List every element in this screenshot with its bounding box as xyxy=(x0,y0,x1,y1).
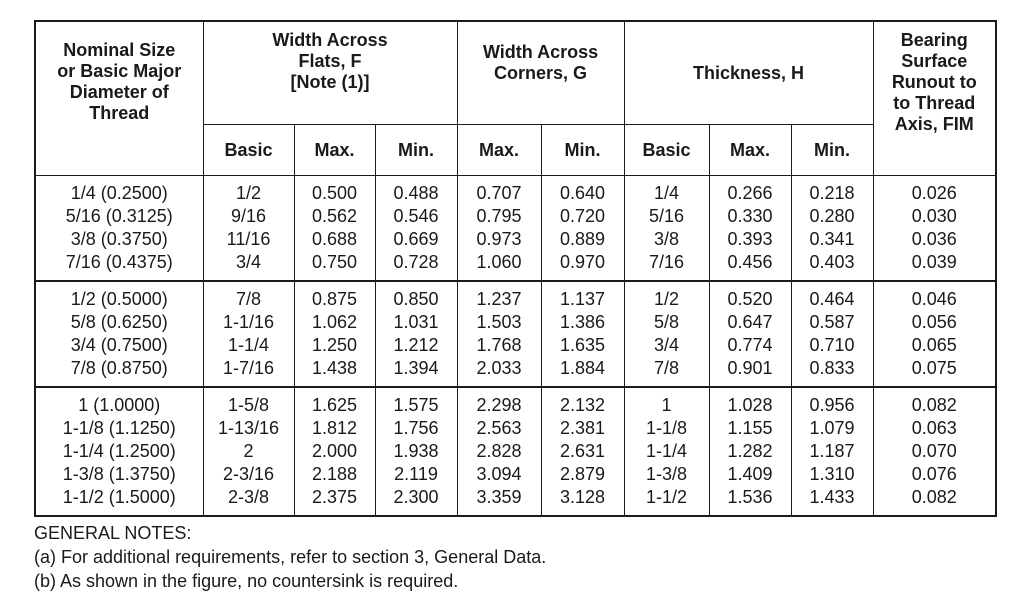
flats-max-cell: 1.438 xyxy=(294,357,375,387)
flats-min-cell: 1.031 xyxy=(375,311,457,334)
corners-min-cell: 1.635 xyxy=(541,334,624,357)
nominal-size-cell: 7/8 (0.8750) xyxy=(35,357,203,387)
thickness-max-cell: 1.155 xyxy=(709,417,791,440)
thickness-min-cell: 0.956 xyxy=(791,387,873,417)
flats-min-cell: 0.488 xyxy=(375,176,457,206)
flats-basic-cell: 1-7/16 xyxy=(203,357,294,387)
table-row xyxy=(35,334,996,357)
note-b: (b) As shown in the figure, no countersink is required. xyxy=(34,571,459,591)
nominal-size-cell: 5/8 (0.6250) xyxy=(35,311,203,334)
thickness-basic-cell: 1-1/8 xyxy=(624,417,709,440)
flats-min-header: Min. xyxy=(375,125,457,176)
nominal-size-cell: 1 (1.0000) xyxy=(35,387,203,417)
thickness-min-cell: 0.710 xyxy=(791,334,873,357)
bearing-runout-cell: 0.056 xyxy=(873,311,996,334)
flats-basic-cell: 2 xyxy=(203,440,294,463)
corners-max-cell: 1.503 xyxy=(457,311,541,334)
table-row xyxy=(35,486,996,516)
general-notes xyxy=(34,521,995,593)
nominal-size-cell: 3/4 (0.7500) xyxy=(35,334,203,357)
flats-max-header: Max. xyxy=(294,125,375,176)
corners-min-cell: 2.381 xyxy=(541,417,624,440)
corners-min-cell: 0.970 xyxy=(541,251,624,281)
bearing-runout-cell: 0.063 xyxy=(873,417,996,440)
flats-min-cell: 0.546 xyxy=(375,205,457,228)
bearing-runout-cell: 0.039 xyxy=(873,251,996,281)
table-row xyxy=(35,357,996,387)
table-header xyxy=(35,21,996,176)
thickness-basic-cell: 5/8 xyxy=(624,311,709,334)
flats-min-cell: 2.300 xyxy=(375,486,457,516)
bearing-runout-cell: 0.046 xyxy=(873,281,996,311)
corners-max-cell: 0.973 xyxy=(457,228,541,251)
table-row xyxy=(35,463,996,486)
corners-max-header: Max. xyxy=(457,125,541,176)
thickness-basic-cell: 1/4 xyxy=(624,176,709,206)
thickness-basic-header: Basic xyxy=(624,125,709,176)
thickness-max-header: Max. xyxy=(709,125,791,176)
corners-min-header: Min. xyxy=(541,125,624,176)
nominal-size-cell: 1-1/2 (1.5000) xyxy=(35,486,203,516)
bearing-runout-cell: 0.076 xyxy=(873,463,996,486)
thickness-basic-cell: 1/2 xyxy=(624,281,709,311)
flats-max-cell: 0.688 xyxy=(294,228,375,251)
flats-basic-cell: 1-13/16 xyxy=(203,417,294,440)
nominal-size-cell: 1/4 (0.2500) xyxy=(35,176,203,206)
flats-basic-cell: 1/2 xyxy=(203,176,294,206)
thickness-max-cell: 1.409 xyxy=(709,463,791,486)
thickness-min-cell: 1.433 xyxy=(791,486,873,516)
nominal-size-cell: 1/2 (0.5000) xyxy=(35,281,203,311)
corners-min-cell: 0.640 xyxy=(541,176,624,206)
flats-min-cell: 0.669 xyxy=(375,228,457,251)
corners-max-cell: 3.359 xyxy=(457,486,541,516)
flats-min-cell: 1.756 xyxy=(375,417,457,440)
table-row xyxy=(35,311,996,334)
table-row xyxy=(35,281,996,311)
flats-max-cell: 1.625 xyxy=(294,387,375,417)
thickness-basic-cell: 1-3/8 xyxy=(624,463,709,486)
corners-min-cell: 0.720 xyxy=(541,205,624,228)
corners-min-cell: 3.128 xyxy=(541,486,624,516)
flats-basic-cell: 2-3/8 xyxy=(203,486,294,516)
thickness-max-cell: 0.456 xyxy=(709,251,791,281)
corners-min-cell: 2.879 xyxy=(541,463,624,486)
table-row xyxy=(35,440,996,463)
corners-min-cell: 1.137 xyxy=(541,281,624,311)
bearing-runout-cell: 0.082 xyxy=(873,486,996,516)
corners-min-cell: 2.132 xyxy=(541,387,624,417)
flats-min-cell: 1.212 xyxy=(375,334,457,357)
nominal-size-header: Nominal Size or Basic Major Diameter of Thread xyxy=(35,21,203,176)
nominal-size-cell: 1-1/8 (1.1250) xyxy=(35,417,203,440)
nominal-size-cell: 7/16 (0.4375) xyxy=(35,251,203,281)
thickness-min-cell: 0.403 xyxy=(791,251,873,281)
corners-min-cell: 0.889 xyxy=(541,228,624,251)
table-row xyxy=(35,387,996,417)
table-row xyxy=(35,176,996,206)
corners-min-cell: 1.884 xyxy=(541,357,624,387)
row-group-2 xyxy=(35,281,996,387)
thickness-max-cell: 0.330 xyxy=(709,205,791,228)
table-row xyxy=(35,205,996,228)
flats-min-cell: 0.850 xyxy=(375,281,457,311)
thickness-min-cell: 1.187 xyxy=(791,440,873,463)
corners-max-cell: 2.298 xyxy=(457,387,541,417)
width-across-flats-header: Width Across Flats, F [Note (1)] xyxy=(203,21,457,125)
thickness-min-cell: 0.833 xyxy=(791,357,873,387)
flats-basic-cell: 7/8 xyxy=(203,281,294,311)
thickness-basic-cell: 1-1/2 xyxy=(624,486,709,516)
flats-basic-cell: 11/16 xyxy=(203,228,294,251)
corners-max-cell: 2.563 xyxy=(457,417,541,440)
spec-sheet xyxy=(34,20,995,593)
note-a: (a) For additional requirements, refer to section 3, General Data. xyxy=(34,547,547,567)
bearing-runout-cell: 0.030 xyxy=(873,205,996,228)
nominal-size-cell: 3/8 (0.3750) xyxy=(35,228,203,251)
thickness-max-cell: 0.647 xyxy=(709,311,791,334)
flats-max-cell: 0.562 xyxy=(294,205,375,228)
thickness-max-cell: 0.266 xyxy=(709,176,791,206)
thickness-min-cell: 0.280 xyxy=(791,205,873,228)
thickness-basic-cell: 5/16 xyxy=(624,205,709,228)
table-row xyxy=(35,251,996,281)
thickness-max-cell: 1.282 xyxy=(709,440,791,463)
nominal-size-cell: 1-1/4 (1.2500) xyxy=(35,440,203,463)
bearing-runout-cell: 0.065 xyxy=(873,334,996,357)
flats-basic-header: Basic xyxy=(203,125,294,176)
thickness-header: Thickness, H xyxy=(624,21,873,125)
flats-min-cell: 1.394 xyxy=(375,357,457,387)
corners-max-cell: 2.828 xyxy=(457,440,541,463)
notes-title: GENERAL NOTES: xyxy=(34,523,192,543)
flats-max-cell: 1.062 xyxy=(294,311,375,334)
thickness-max-cell: 0.774 xyxy=(709,334,791,357)
thickness-max-cell: 1.028 xyxy=(709,387,791,417)
corners-min-cell: 1.386 xyxy=(541,311,624,334)
thickness-min-cell: 0.587 xyxy=(791,311,873,334)
bearing-runout-cell: 0.075 xyxy=(873,357,996,387)
flats-min-cell: 0.728 xyxy=(375,251,457,281)
bearing-runout-cell: 0.036 xyxy=(873,228,996,251)
thickness-basic-cell: 7/8 xyxy=(624,357,709,387)
nominal-size-cell: 1-3/8 (1.3750) xyxy=(35,463,203,486)
row-group-1 xyxy=(35,176,996,282)
thickness-min-cell: 1.079 xyxy=(791,417,873,440)
flats-basic-cell: 1-1/16 xyxy=(203,311,294,334)
thickness-basic-cell: 1 xyxy=(624,387,709,417)
flats-max-cell: 1.812 xyxy=(294,417,375,440)
thickness-max-cell: 1.536 xyxy=(709,486,791,516)
flats-max-cell: 0.500 xyxy=(294,176,375,206)
flats-max-cell: 2.375 xyxy=(294,486,375,516)
thickness-basic-cell: 7/16 xyxy=(624,251,709,281)
table-row xyxy=(35,228,996,251)
bearing-runout-cell: 0.026 xyxy=(873,176,996,206)
thickness-basic-cell: 1-1/4 xyxy=(624,440,709,463)
corners-max-cell: 0.707 xyxy=(457,176,541,206)
flats-max-cell: 0.875 xyxy=(294,281,375,311)
corners-min-cell: 2.631 xyxy=(541,440,624,463)
flats-max-cell: 1.250 xyxy=(294,334,375,357)
flats-min-cell: 2.119 xyxy=(375,463,457,486)
flats-basic-cell: 1-1/4 xyxy=(203,334,294,357)
table-row xyxy=(35,417,996,440)
flats-min-cell: 1.575 xyxy=(375,387,457,417)
thickness-basic-cell: 3/8 xyxy=(624,228,709,251)
flats-basic-cell: 9/16 xyxy=(203,205,294,228)
flats-max-cell: 2.000 xyxy=(294,440,375,463)
thickness-min-cell: 0.341 xyxy=(791,228,873,251)
thickness-min-cell: 0.464 xyxy=(791,281,873,311)
flats-max-cell: 0.750 xyxy=(294,251,375,281)
flats-basic-cell: 1-5/8 xyxy=(203,387,294,417)
thickness-min-header: Min. xyxy=(791,125,873,176)
row-group-3 xyxy=(35,387,996,516)
flats-basic-cell: 3/4 xyxy=(203,251,294,281)
width-across-corners-header: Width Across Corners, G xyxy=(457,21,624,125)
flats-min-cell: 1.938 xyxy=(375,440,457,463)
corners-max-cell: 3.094 xyxy=(457,463,541,486)
corners-max-cell: 1.768 xyxy=(457,334,541,357)
flats-basic-cell: 2-3/16 xyxy=(203,463,294,486)
thickness-min-cell: 0.218 xyxy=(791,176,873,206)
bearing-runout-header: Bearing Surface Runout to to Thread Axis, FIM xyxy=(873,21,996,176)
corners-max-cell: 2.033 xyxy=(457,357,541,387)
corners-max-cell: 0.795 xyxy=(457,205,541,228)
thickness-max-cell: 0.901 xyxy=(709,357,791,387)
nominal-size-cell: 5/16 (0.3125) xyxy=(35,205,203,228)
dimensions-table xyxy=(34,20,997,517)
thickness-max-cell: 0.393 xyxy=(709,228,791,251)
thickness-max-cell: 0.520 xyxy=(709,281,791,311)
corners-max-cell: 1.237 xyxy=(457,281,541,311)
bearing-runout-cell: 0.082 xyxy=(873,387,996,417)
flats-max-cell: 2.188 xyxy=(294,463,375,486)
corners-max-cell: 1.060 xyxy=(457,251,541,281)
bearing-runout-cell: 0.070 xyxy=(873,440,996,463)
thickness-basic-cell: 3/4 xyxy=(624,334,709,357)
thickness-min-cell: 1.310 xyxy=(791,463,873,486)
